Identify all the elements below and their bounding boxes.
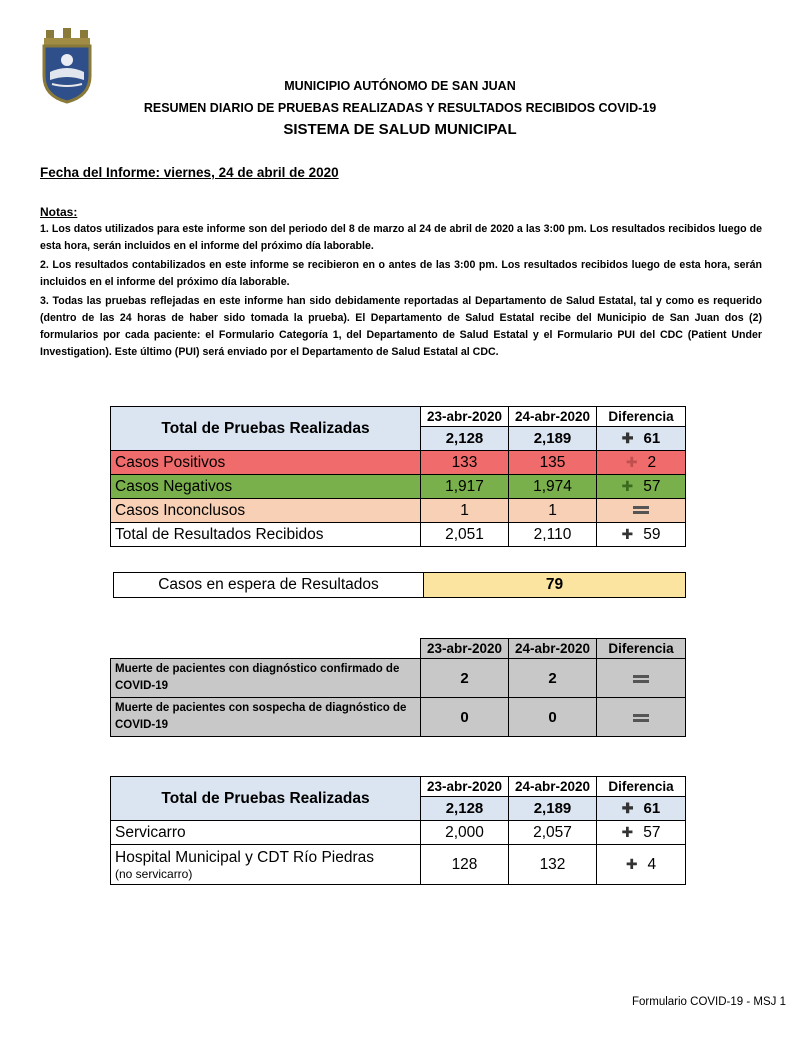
notes-section (40, 204, 762, 363)
row-label-sub: (no servicarro) (115, 866, 193, 881)
row-label: Casos Positivos (111, 451, 421, 475)
row-label: Casos Negativos (111, 475, 421, 499)
plus-icon: ✚ (621, 823, 634, 840)
table-row (111, 499, 686, 523)
table-row (111, 698, 686, 737)
row-label: Servicarro (111, 821, 421, 845)
plus-icon: ✚ (621, 525, 634, 542)
plus-icon: ✚ (621, 430, 634, 446)
total-diff: ✚ 61 (597, 797, 686, 821)
header-report-title: RESUMEN DIARIO DE PRUEBAS REALIZADAS Y RESULTADOS RECIBIDOS COVID-19 (143, 101, 657, 115)
row-value-a: 2,000 (421, 821, 509, 845)
row-value-b: 135 (509, 451, 597, 475)
table-title: Total de Pruebas Realizadas (111, 407, 421, 451)
col-header-diff: Diferencia (597, 407, 686, 427)
table-row (111, 821, 686, 845)
row-diff: ✚ 57 (597, 821, 686, 845)
form-footer: Formulario COVID-19 - MSJ 1 (631, 996, 786, 1008)
notes-title: Notas: (40, 205, 78, 219)
report-date-label: Fecha del Informe: (40, 165, 161, 180)
row-label (111, 845, 421, 885)
row-diff: ✚ 59 (597, 523, 686, 547)
pending-results-value: 79 (424, 573, 686, 598)
tests-results-table (110, 406, 686, 547)
row-label: Muerte de pacientes con sospecha de diagnóstico de COVID-19 (111, 698, 421, 737)
col-header-date-a: 23-abr-2020 (421, 777, 509, 797)
header-municipality: MUNICIPIO AUTÓNOMO DE SAN JUAN (284, 79, 516, 93)
row-diff (597, 499, 686, 523)
note-item: 3. Todas las pruebas reflejadas en este informe han sido debidamente reportadas al Departamento de Salud Estatal, tal y como es requerido (dentro de las 24 horas de haber sido tomada la prueba). El Departamento de Salud Estatal recibe del Municipio de San Juan dos (2) formularios por cada paciente: el Formulario Categoría 1, del Departamento de Salud Estatal y el Formulario PUI del CDC (Patient Under Investigation). Este último (PUI) será enviado por el Departamento de Salud Estatal al CDC. (40, 295, 762, 358)
col-header-date-b: 24-abr-2020 (509, 777, 597, 797)
total-b: 2,189 (509, 797, 597, 821)
total-a: 2,128 (421, 797, 509, 821)
col-header-date-b: 24-abr-2020 (509, 639, 597, 659)
row-label: Casos Inconclusos (111, 499, 421, 523)
note-item: 1. Los datos utilizados para este informe son del periodo del 8 de marzo al 24 de abril de 2020 a las 3:00 pm. Los resultados recibidos luego de esta hora, serán incluidos en el informe del próximo día laborable. (40, 223, 762, 252)
row-label-main: Hospital Municipal y CDT Río Piedras (115, 848, 375, 866)
row-diff (597, 659, 686, 698)
note-item: 2. Los resultados contabilizados en este informe se recibieron en o antes de las 3:00 pm. Los resultados recibidos luego de esta hora, serán incluidos en el informe del próximo día laborable. (40, 259, 762, 288)
table-row (111, 845, 686, 885)
row-diff (597, 698, 686, 737)
table-row (111, 451, 686, 475)
plus-icon: ✚ (621, 477, 634, 494)
col-header-date-a: 23-abr-2020 (421, 639, 509, 659)
table-row (111, 523, 686, 547)
row-diff: ✚ 4 (597, 845, 686, 885)
row-value-a: 128 (421, 845, 509, 885)
col-header-diff: Diferencia (597, 777, 686, 797)
table-title: Total de Pruebas Realizadas (111, 777, 421, 821)
equal-icon (633, 714, 649, 722)
row-value-a: 2 (421, 659, 509, 698)
col-header-diff: Diferencia (597, 639, 686, 659)
row-value-b: 0 (509, 698, 597, 737)
row-value-a: 1 (421, 499, 509, 523)
deaths-table (110, 638, 686, 737)
row-label: Total de Resultados Recibidos (111, 523, 421, 547)
table-row (111, 659, 686, 698)
row-value-a: 133 (421, 451, 509, 475)
equal-icon (633, 506, 649, 514)
row-label: Muerte de pacientes con diagnóstico confirmado de COVID-19 (111, 659, 421, 698)
empty-corner (111, 639, 421, 659)
row-value-b: 2 (509, 659, 597, 698)
row-value-b: 1 (509, 499, 597, 523)
row-value-b: 2,110 (509, 523, 597, 547)
table-row (111, 475, 686, 499)
report-date (40, 165, 339, 180)
total-b: 2,189 (509, 427, 597, 451)
row-diff: ✚ 57 (597, 475, 686, 499)
row-value-b: 132 (509, 845, 597, 885)
plus-icon: ✚ (621, 800, 634, 816)
col-header-date-b: 24-abr-2020 (509, 407, 597, 427)
header-system: SISTEMA DE SALUD MUNICIPAL (283, 121, 517, 138)
plus-icon: ✚ (625, 855, 638, 872)
row-value-b: 2,057 (509, 821, 597, 845)
row-diff: ✚ 2 (597, 451, 686, 475)
report-date-value: viernes, 24 de abril de 2020 (160, 165, 339, 180)
plus-icon: ✚ (625, 453, 638, 470)
total-a: 2,128 (421, 427, 509, 451)
pending-results-table (113, 572, 686, 598)
total-diff: ✚ 61 (597, 427, 686, 451)
row-value-a: 2,051 (421, 523, 509, 547)
pending-results-label: Casos en espera de Resultados (114, 573, 424, 598)
equal-icon (633, 675, 649, 683)
row-value-a: 1,917 (421, 475, 509, 499)
tests-by-site-table (110, 776, 686, 885)
row-value-a: 0 (421, 698, 509, 737)
row-value-b: 1,974 (509, 475, 597, 499)
col-header-date-a: 23-abr-2020 (421, 407, 509, 427)
